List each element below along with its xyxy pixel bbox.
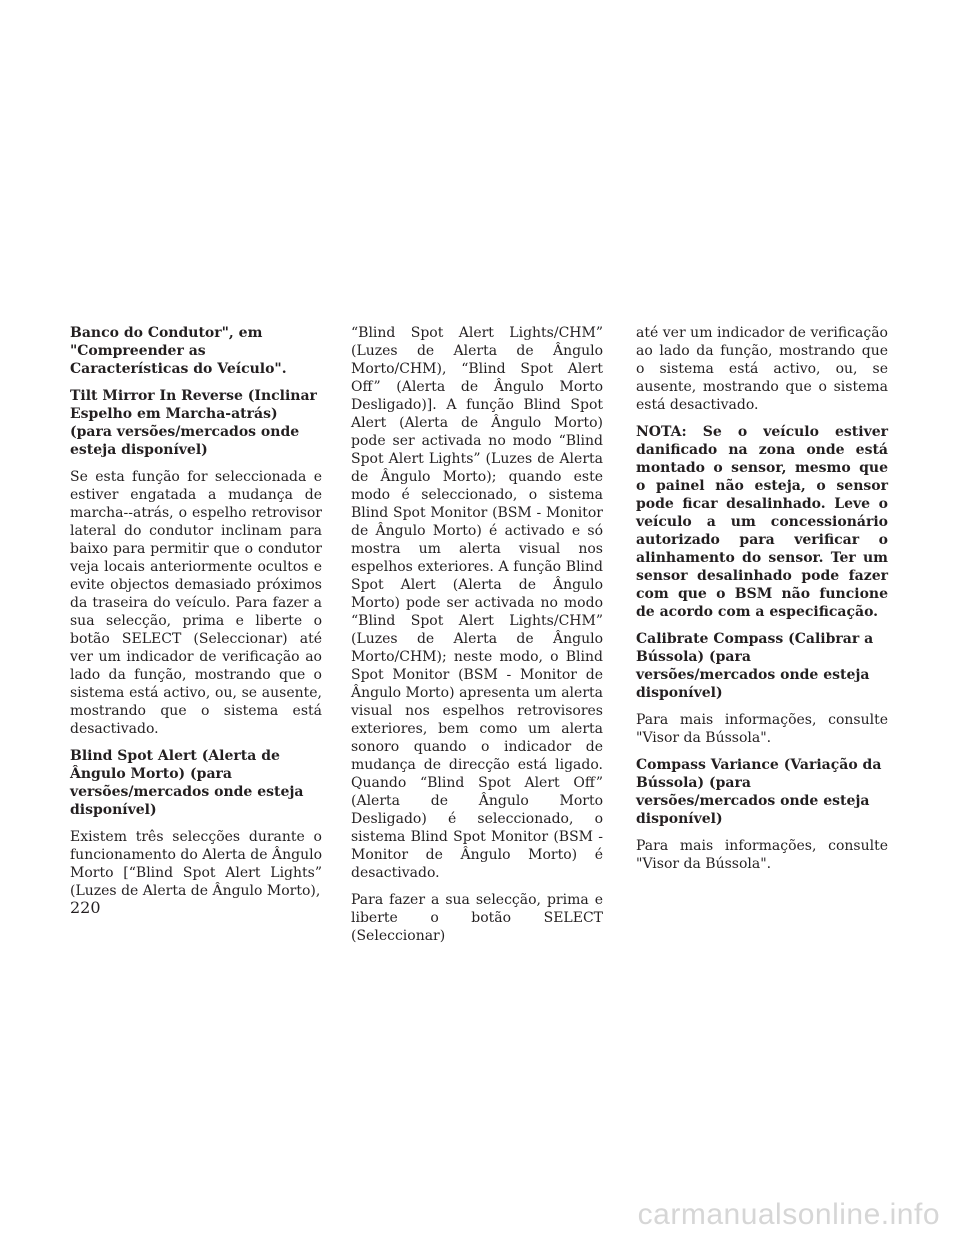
tilt-mirror-paragraph: Se esta função for seleccionada e estiver engatada a mudança de marcha--atrás, o espelho retrovisor lateral do condutor inclinam para baixo para permitir que o condutor veja locais anteriormente ocultos e evite objectos demasiado próximos da traseira do veículo. Para fazer a sua selecção, prima e liberte o botão SELECT (Seleccionar) até ver um indicador de verificação ao lado da função, mostrando que o sistema está activo, ou, se ausente, mostrando que o sistema está desactivado. [70, 469, 322, 737]
compass-variance-heading: Compass Variance (Variação da Bússola) (para versões/mercados onde esteja disponível) [636, 757, 882, 827]
text-column-middle [351, 324, 603, 954]
note-paragraph: NOTA: Se o veículo estiver danificado na zona onde está montado o sensor, mesmo que o painel não esteja, o sensor pode ficar desalinhado. Leve o veículo a um concessionário autorizado para verificar o alinhamento do sensor. Ter um sensor desalinhado pode fazer com que o BSM não funcione de acordo com a especificação. [636, 424, 888, 620]
continued-heading: Banco do Condutor", em "Compreender as Características do Veículo". [70, 325, 287, 377]
blind-spot-paragraph-cont: “Blind Spot Alert Lights/CHM” (Luzes de Alerta de Ângulo Morto/CHM), “Blind Spot Alert Off” (Alerta de Ângulo Morto Desligado)]. A função Blind Spot Alert (Alerta de Ângulo Morto) pode ser activada no modo “Blind Spot Alert Lights” (Luzes de Alerta de Ângulo Morto); quando este modo é seleccionado, o sistema Blind Spot Monitor (BSM - Monitor de Ângulo Morto) é activado e só mostra um alerta visual nos espelhos exteriores. A função Blind Spot Alert (Alerta de Ângulo Morto) pode ser activada no modo “Blind Spot Alert Lights/CHM” (Luzes de Alerta de Ângulo Morto/CHM); neste modo, o Blind Spot Monitor (BSM - Monitor de Ângulo Morto) apresenta um alerta visual nos espelhos retrovisores exteriores, bem como um alerta sonoro quando o indicador de mudança de direcção está ligado. Quando “Blind Spot Alert Off” (Alerta de Ângulo Morto Desligado) é seleccionado, o sistema Blind Spot Monitor (BSM - Monitor de Ângulo Morto) é desactivado. [351, 325, 603, 881]
calibrate-compass-paragraph: Para mais informações, consulte "Visor da Bússola". [636, 712, 888, 746]
text-column-left [70, 324, 322, 909]
blind-spot-paragraph-start: Existem três selecções durante o funcionamento do Alerta de Ângulo Morto [“Blind Spot Alert Lights” (Luzes de Alerta de Ângulo Morto), [70, 829, 322, 899]
blind-spot-heading: Blind Spot Alert (Alerta de Ângulo Morto) (para versões/mercados onde esteja disponível) [70, 748, 304, 818]
calibrate-compass-heading: Calibrate Compass (Calibrar a Bússola) (para versões/mercados onde esteja disponível) [636, 631, 874, 701]
compass-variance-paragraph: Para mais informações, consulte "Visor da Bússola". [636, 838, 888, 872]
page-number: 220 [70, 898, 101, 917]
text-column-right [636, 324, 888, 882]
watermark-link[interactable]: carmanualsonline.info [637, 1198, 940, 1231]
selection-paragraph-start: Para fazer a sua selecção, prima e liberte o botão SELECT (Seleccionar) [351, 892, 603, 944]
tilt-mirror-heading: Tilt Mirror In Reverse (Inclinar Espelho em Marcha-atrás) (para versões/mercados onde esteja disponível) [70, 388, 317, 458]
selection-paragraph-cont: até ver um indicador de verificação ao lado da função, mostrando que o sistema está activo, ou, se ausente, mostrando que o sistema está desactivado. [636, 325, 888, 413]
